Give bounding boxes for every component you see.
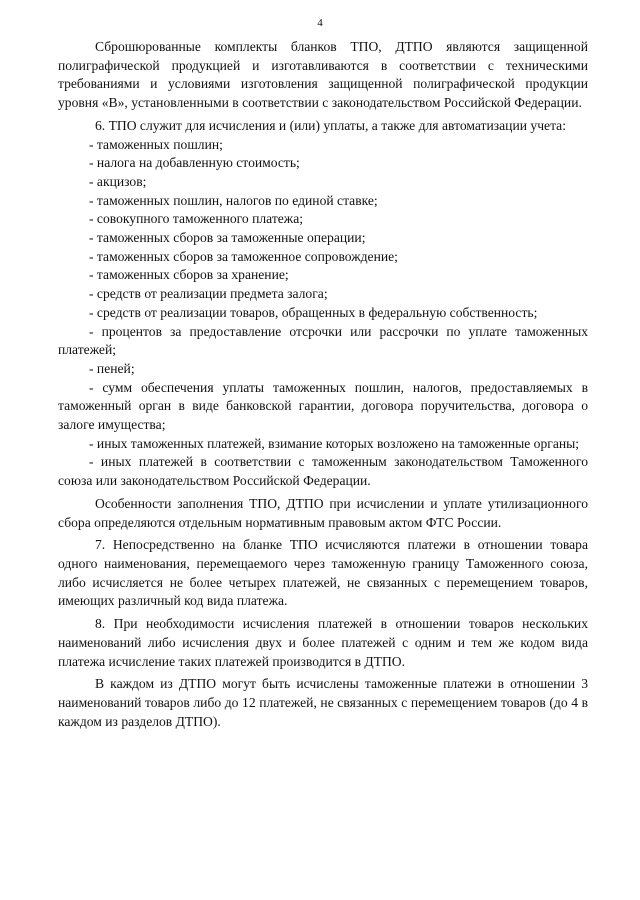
list-item: - таможенных сборов за таможенное сопровождение; bbox=[89, 248, 398, 264]
paragraph-utilization-fee: Особенности заполнения ТПО, ДТПО при исчислении и уплате утилизационного сбора определяются отдельным нормативным правовым актом ФТС России. bbox=[58, 495, 588, 530]
list-item: - таможенных пошлин; bbox=[89, 136, 223, 152]
list-item: - пеней; bbox=[89, 360, 135, 376]
paragraph-protected-forms: Сброшюрованные комплекты бланков ТПО, ДТПО являются защищенной полиграфической продукцией и изготавливаются в соответствии с техническими требованиями и условиями изготовления защищенной полиграфической продукции уровня «В», установленными в соответствии с законодательством Российской Федерации. bbox=[58, 39, 588, 111]
list-item: - иных таможенных платежей, взимание которых возложено на таможенные органы; bbox=[89, 435, 580, 451]
paragraph-section-6: 6. ТПО служит для исчисления и (или) уплаты, а также для автоматизации учета: bbox=[95, 117, 566, 133]
paragraph-dtpo-limits: В каждом из ДТПО могут быть исчислены таможенные платежи в отношении 3 наименований товаров либо до 12 платежей, не связанных с перемещением товаров (до 4 в каждом из разделов ДТПО). bbox=[58, 676, 588, 729]
document-body bbox=[58, 38, 588, 731]
list-item: - налога на добавленную стоимость; bbox=[89, 155, 300, 171]
list-item: - таможенных пошлин, налогов по единой ставке; bbox=[89, 192, 378, 208]
paragraph-section-7: 7. Непосредственно на бланке ТПО исчисляются платежи в отношении товара одного наименования, перемещаемого через таможенную границу Таможенного союза, либо исчисляется не более четырех платежей, не связанных с перемещением товаров, имеющих различный код вида платежа. bbox=[58, 537, 588, 609]
list-item: - процентов за предоставление отсрочки или рассрочки по уплате таможенных платежей; bbox=[58, 323, 588, 358]
list-item: - средств от реализации товаров, обращенных в федеральную собственность; bbox=[89, 304, 538, 320]
list-item: - иных платежей в соответствии с таможенным законодательством Таможенного союза или законодательством Российской Федерации. bbox=[58, 454, 588, 489]
list-item: - таможенных сборов за хранение; bbox=[89, 267, 289, 283]
list-item: - совокупного таможенного платежа; bbox=[89, 211, 304, 227]
page-number: 4 bbox=[317, 17, 323, 29]
list-item: - сумм обеспечения уплаты таможенных пошлин, налогов, предоставляемых в таможенный орган в виде банковской гарантии, договора поручительства, договора о залоге имущества; bbox=[58, 379, 588, 433]
list-item: - таможенных сборов за таможенные операции; bbox=[89, 230, 366, 246]
list-item: - акцизов; bbox=[89, 173, 147, 189]
paragraph-section-8: 8. При необходимости исчисления платежей в отношении товаров нескольких наименований либо исчисления двух и более платежей с одним и тем же кодом вида платежа исчисление таких платежей производится в ДТПО. bbox=[58, 616, 588, 669]
list-item: - средств от реализации предмета залога; bbox=[89, 286, 328, 302]
